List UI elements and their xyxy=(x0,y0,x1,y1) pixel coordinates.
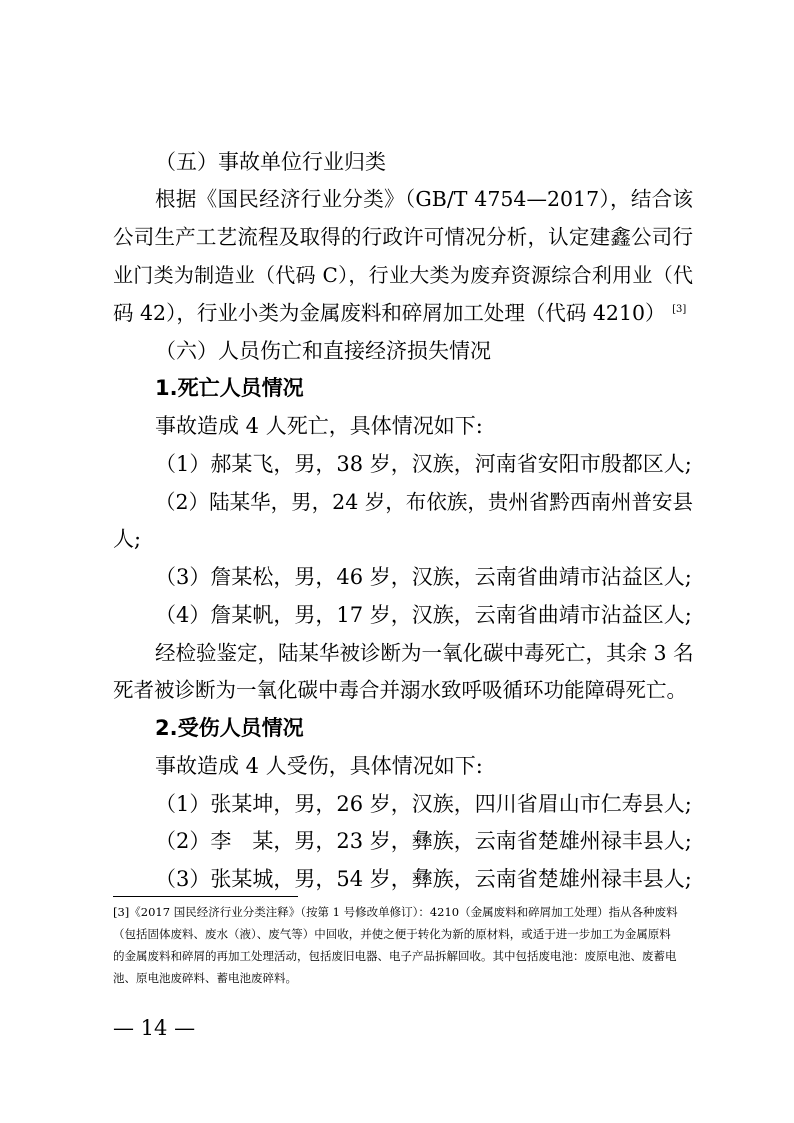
paragraph-line: 公司生产工艺流程及取得的行政许可情况分析，认定建鑫公司行 xyxy=(113,225,693,249)
death-entry: （3）詹某松，男，46 岁，汉族，云南省曲靖市沾益区人; xyxy=(155,565,692,589)
footnote-line: 的金属废料和碎屑的再加工处理活动，包括废旧电器、电子产品拆解回收。其中包括废电池：废原电池、废蓄电 xyxy=(113,949,677,963)
deaths-intro: 事故造成 4 人死亡，具体情况如下: xyxy=(155,414,483,438)
footnote-line: [3]《2017 国民经济行业分类注释》（按第 1 号修改单修订）：4210（金属废料和碎屑加工处理）指从各种废料 xyxy=(113,905,678,919)
section-heading-casualties: （六）人员伤亡和直接经济损失情况 xyxy=(155,339,491,363)
injuries-intro: 事故造成 4 人受伤，具体情况如下: xyxy=(155,754,483,778)
injury-entry: （1）张某坤，男，26 岁，汉族，四川省眉山市仁寿县人; xyxy=(155,792,692,816)
footnote-line: （包括固体废料、废水（液）、废气等）中回收，并使之便于转化为新的原材料，或适于进一步加工为金属原料 xyxy=(113,927,671,941)
death-entry: （2）陆某华，男，24 岁，布依族，贵州省黔西南州普安县 xyxy=(155,490,693,514)
paragraph-line: 业门类为制造业（代码 C），行业大类为废弃资源综合利用业（代 xyxy=(113,263,693,287)
paragraph-line: 经检验鉴定，陆某华被诊断为一氧化碳中毒死亡，其余 3 名 xyxy=(155,641,694,665)
death-entry-continuation: 人; xyxy=(113,527,142,551)
paragraph-line xyxy=(113,297,693,329)
page-number: — 14 — xyxy=(113,1016,196,1040)
subheading-deaths: 1.死亡人员情况 xyxy=(155,376,304,400)
footnote-reference[interactable]: [3] xyxy=(672,304,687,316)
paragraph-line: 死者被诊断为一氧化碳中毒合并溺水致呼吸循环功能障碍死亡。 xyxy=(113,678,687,702)
section-heading-industry-classification: （五）事故单位行业归类 xyxy=(155,150,386,174)
injury-entry: （2）李 某，男，23 岁，彝族，云南省楚雄州禄丰县人; xyxy=(155,829,692,853)
death-entry: （4）詹某帆，男，17 岁，汉族，云南省曲靖市沾益区人; xyxy=(155,603,692,627)
footnote-line: 池、原电池废碎料、蓄电池废碎料。 xyxy=(113,971,297,985)
death-entry: （1）郝某飞，男，38 岁，汉族，河南省安阳市殷都区人; xyxy=(155,452,692,476)
paragraph-line-text: 码 42），行业小类为金属废料和碎屑加工处理（代码 4210） xyxy=(113,301,666,325)
paragraph-line: 根据《国民经济行业分类》（GB/T 4754—2017），结合该 xyxy=(155,187,693,211)
footnote-separator xyxy=(113,896,298,897)
subheading-injuries: 2.受伤人员情况 xyxy=(155,716,304,740)
injury-entry: （3）张某城，男，54 岁，彝族，云南省楚雄州禄丰县人; xyxy=(155,867,692,891)
